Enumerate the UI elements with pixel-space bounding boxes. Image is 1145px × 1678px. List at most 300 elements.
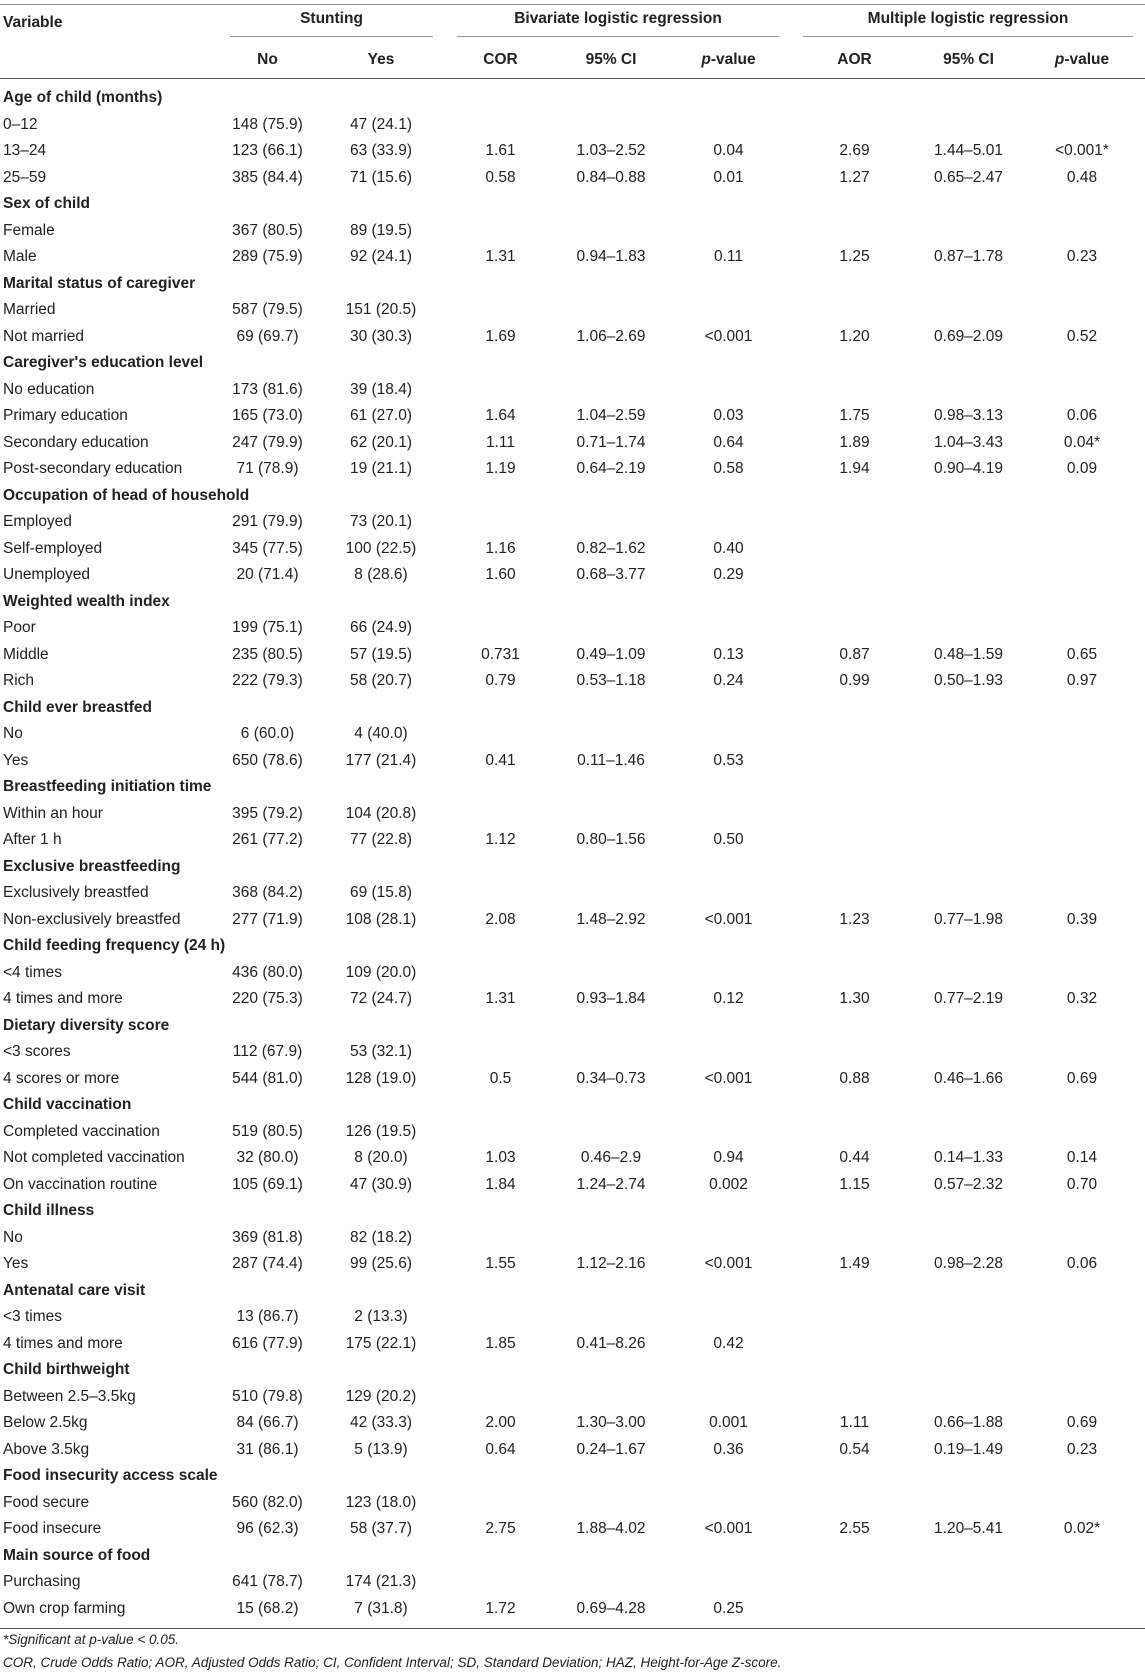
- cell-cor: 1.31: [485, 248, 516, 266]
- cell-ci1: 0.24–1.67: [576, 1440, 646, 1458]
- cell-no: 277 (71.9): [232, 910, 303, 928]
- cell-ci1: 1.06–2.69: [576, 327, 646, 345]
- cell-p2: 0.23: [1066, 248, 1098, 266]
- cell-ci1: [556, 615, 666, 642]
- cell-cor: 0.731: [481, 645, 520, 663]
- category-row: [0, 483, 1145, 510]
- cell-yes: 66 (24.9): [349, 619, 413, 637]
- table-row: [0, 615, 1145, 642]
- cell-ci2: 0.77–1.98: [934, 910, 1003, 928]
- cell-ci1: 0.69–4.28: [576, 1599, 646, 1617]
- cell-ci2: [918, 297, 1019, 324]
- cell-p2: 0.14: [1066, 1149, 1098, 1167]
- cell-p1: <0.001: [704, 327, 753, 345]
- cell-yes: 73 (20.1): [349, 513, 413, 531]
- table-row: [0, 1066, 1145, 1093]
- cell-ci2: [918, 827, 1019, 854]
- cell-ci2: 0.46–1.66: [934, 1069, 1003, 1087]
- cell-cor: [445, 509, 556, 536]
- cell-ci2: [918, 1304, 1019, 1331]
- table-row: [0, 562, 1145, 589]
- cell-p2: 0.65: [1066, 645, 1098, 663]
- cell-ci1: 1.12–2.16: [576, 1255, 646, 1273]
- cell-p1: [666, 509, 791, 536]
- cell-cor: 1.12: [485, 831, 516, 849]
- cell-p2: [1019, 1225, 1145, 1252]
- cell-aor: 1.23: [839, 910, 870, 928]
- category-row: [0, 1543, 1145, 1570]
- cell-p1: [666, 615, 791, 642]
- row-label: 4 times and more: [3, 1334, 123, 1352]
- results-table: [0, 4, 1145, 1629]
- cell-p1: 0.94: [713, 1149, 744, 1167]
- cell-p1: 0.64: [713, 433, 744, 451]
- cell-yes: 151 (20.5): [345, 301, 417, 319]
- cell-no: 395 (79.2): [232, 804, 303, 822]
- cell-cor: [445, 218, 556, 245]
- row-label: Own crop farming: [3, 1599, 126, 1617]
- header-bivariate: [445, 5, 791, 42]
- row-label: Middle: [3, 645, 49, 663]
- cell-no: 650 (78.6): [232, 751, 303, 769]
- table-row: [0, 297, 1145, 324]
- header-stunting-label: Stunting: [230, 10, 433, 37]
- category-label: Dietary diversity score: [3, 1016, 170, 1034]
- cell-ci1: 0.82–1.62: [576, 539, 646, 557]
- cell-p1: [666, 1384, 791, 1411]
- row-label: Food insecure: [3, 1520, 102, 1538]
- cell-no: 20 (71.4): [236, 566, 299, 584]
- cell-ci1: [556, 112, 666, 139]
- row-label: Rich: [3, 672, 35, 690]
- cell-ci1: [556, 1119, 666, 1146]
- cell-no: 105 (69.1): [232, 1175, 303, 1193]
- row-label: 25–59: [3, 168, 47, 186]
- cell-p1: 0.58: [713, 460, 744, 478]
- row-label: Self-employed: [3, 539, 103, 557]
- cell-ci2: 0.90–4.19: [934, 460, 1003, 478]
- cell-no: 69 (69.7): [236, 327, 299, 345]
- category-label: Child ever breastfed: [3, 698, 153, 716]
- table-row: [0, 430, 1145, 457]
- row-label: No education: [3, 380, 95, 398]
- cell-yes: 69 (15.8): [349, 884, 413, 902]
- row-label: Not completed vaccination: [3, 1149, 185, 1167]
- table-row: [0, 1437, 1145, 1464]
- cell-p1: 0.29: [713, 566, 744, 584]
- cell-p1: 0.04: [713, 142, 744, 160]
- table-row: [0, 1410, 1145, 1437]
- cell-p2: [1019, 297, 1145, 324]
- category-label: Food insecurity access scale: [3, 1467, 218, 1485]
- cell-aor: [791, 112, 918, 139]
- category-row: [0, 589, 1145, 616]
- cell-cor: 0.79: [485, 672, 516, 690]
- cell-p2: 0.48: [1066, 168, 1098, 186]
- cell-p2: [1019, 1490, 1145, 1517]
- cell-ci2: 1.44–5.01: [934, 142, 1003, 160]
- row-label: 13–24: [3, 142, 47, 160]
- cell-cor: 1.16: [485, 539, 516, 557]
- cell-cor: 1.64: [485, 407, 516, 425]
- row-label: No: [3, 725, 23, 743]
- cell-yes: 99 (25.6): [349, 1255, 413, 1273]
- table-row: [0, 377, 1145, 404]
- category-label: Caregiver's education level: [3, 354, 204, 372]
- category-label: Occupation of head of household: [3, 486, 250, 504]
- cell-no: 436 (80.0): [232, 963, 303, 981]
- cell-ci2: 0.77–2.19: [934, 990, 1003, 1008]
- cell-p2: [1019, 1331, 1145, 1358]
- cell-no: 367 (80.5): [232, 221, 303, 239]
- cell-aor: 0.99: [839, 672, 870, 690]
- cell-no: 289 (75.9): [232, 248, 303, 266]
- row-label: Not married: [3, 327, 84, 345]
- cell-p2: 0.06: [1066, 1255, 1098, 1273]
- cell-ci2: [918, 1225, 1019, 1252]
- cell-p2: 0.09: [1066, 460, 1098, 478]
- table-row: [0, 1596, 1145, 1629]
- cell-p2: [1019, 509, 1145, 536]
- category-label: Exclusive breastfeeding: [3, 857, 181, 875]
- category-row: [0, 933, 1145, 960]
- cell-p1: [666, 1304, 791, 1331]
- cell-yes: 58 (37.7): [349, 1520, 413, 1538]
- cell-ci1: 1.04–2.59: [576, 407, 646, 425]
- cell-cor: [445, 1039, 556, 1066]
- row-label: Married: [3, 301, 56, 319]
- category-label: Weighted wealth index: [3, 592, 170, 610]
- cell-cor: [445, 1384, 556, 1411]
- cell-no: 235 (80.5): [232, 645, 303, 663]
- category-row: [0, 350, 1145, 377]
- cell-ci1: [556, 377, 666, 404]
- cell-ci2: 1.20–5.41: [934, 1520, 1003, 1538]
- row-label: <3 scores: [3, 1043, 71, 1061]
- cell-no: 165 (73.0): [232, 407, 303, 425]
- table-row: [0, 138, 1145, 165]
- cell-ci2: [918, 536, 1019, 563]
- cell-ci2: 1.04–3.43: [934, 433, 1003, 451]
- cell-no: 510 (79.8): [232, 1387, 303, 1405]
- cell-yes: 129 (20.2): [345, 1387, 417, 1405]
- cell-ci2: [918, 1119, 1019, 1146]
- cell-cor: [445, 112, 556, 139]
- cell-ci1: [556, 880, 666, 907]
- cell-yes: 123 (18.0): [345, 1493, 417, 1511]
- cell-yes: 92 (24.1): [349, 248, 413, 266]
- cell-ci1: [556, 1490, 666, 1517]
- row-label: 4 scores or more: [3, 1069, 120, 1087]
- cell-p2: [1019, 1119, 1145, 1146]
- cell-yes: 8 (28.6): [354, 566, 408, 584]
- row-label: Female: [3, 221, 55, 239]
- cell-p2: [1019, 880, 1145, 907]
- cell-ci1: [556, 1039, 666, 1066]
- row-label: Post-secondary education: [3, 460, 183, 478]
- header-p-bivariate-italic: p: [701, 50, 711, 68]
- row-label: Purchasing: [3, 1573, 81, 1591]
- cell-p1: 0.12: [713, 990, 744, 1008]
- cell-no: 368 (84.2): [232, 884, 303, 902]
- row-label: Unemployed: [3, 566, 91, 584]
- header-p-multiple-italic: p: [1054, 50, 1065, 68]
- cell-aor: 0.44: [839, 1149, 870, 1167]
- header-multiple: [791, 5, 1145, 42]
- cell-ci1: 1.48–2.92: [576, 910, 646, 928]
- table-row: [0, 986, 1145, 1013]
- cell-cor: 1.60: [485, 566, 516, 584]
- cell-ci1: 1.24–2.74: [576, 1175, 646, 1193]
- cell-yes: 77 (22.8): [349, 831, 413, 849]
- row-label: Poor: [3, 619, 36, 637]
- category-row: [0, 271, 1145, 298]
- category-row: [0, 1092, 1145, 1119]
- cell-p2: 0.32: [1066, 990, 1098, 1008]
- table-row: [0, 324, 1145, 351]
- cell-ci2: 0.69–2.09: [934, 327, 1003, 345]
- cell-p2: [1019, 748, 1145, 775]
- cell-cor: 1.11: [485, 433, 516, 451]
- cell-ci1: [556, 509, 666, 536]
- cell-p1: <0.001: [704, 1255, 753, 1273]
- cell-p2: [1019, 801, 1145, 828]
- header-yes: Yes: [367, 50, 395, 68]
- cell-no: 287 (74.4): [232, 1255, 303, 1273]
- cell-no: 13 (86.7): [236, 1308, 299, 1326]
- cell-p1: 0.53: [713, 751, 744, 769]
- category-row: [0, 191, 1145, 218]
- table-row: [0, 721, 1145, 748]
- row-label: On vaccination routine: [3, 1175, 158, 1193]
- row-label: No: [3, 1228, 23, 1246]
- cell-yes: 47 (24.1): [349, 115, 413, 133]
- cell-aor: 1.49: [839, 1255, 870, 1273]
- cell-yes: 89 (19.5): [349, 221, 413, 239]
- row-label: Male: [3, 248, 37, 266]
- cell-p2: [1019, 1039, 1145, 1066]
- table-row: [0, 1119, 1145, 1146]
- cell-no: 641 (78.7): [232, 1573, 303, 1591]
- header-multiple-label: Multiple logistic regression: [803, 10, 1133, 37]
- cell-yes: 175 (22.1): [345, 1334, 417, 1352]
- cell-ci2: 0.19–1.49: [934, 1440, 1003, 1458]
- table-row: [0, 827, 1145, 854]
- cell-yes: 47 (30.9): [349, 1175, 413, 1193]
- header-no: No: [257, 50, 278, 68]
- header-p-bivariate: [666, 41, 791, 79]
- category-label: Breastfeeding initiation time: [3, 778, 212, 796]
- cell-p2: 0.06: [1066, 407, 1098, 425]
- cell-yes: 30 (30.3): [349, 327, 413, 345]
- cell-p1: 0.36: [713, 1440, 744, 1458]
- cell-p2: [1019, 827, 1145, 854]
- cell-aor: 1.11: [839, 1414, 870, 1432]
- table-row: [0, 668, 1145, 695]
- cell-yes: 58 (20.7): [349, 672, 413, 690]
- table-row: [0, 509, 1145, 536]
- cell-no: 587 (79.5): [232, 301, 303, 319]
- cell-p1: [666, 218, 791, 245]
- cell-p1: [666, 1119, 791, 1146]
- cell-yes: 19 (21.1): [349, 460, 413, 478]
- cell-p1: <0.001: [704, 910, 753, 928]
- cell-yes: 109 (20.0): [345, 963, 417, 981]
- cell-aor: [791, 1569, 918, 1596]
- cell-no: 199 (75.1): [232, 619, 303, 637]
- cell-cor: [445, 960, 556, 987]
- cell-aor: [791, 509, 918, 536]
- cell-aor: [791, 721, 918, 748]
- cell-aor: [791, 1596, 918, 1629]
- cell-ci1: 0.11–1.46: [577, 751, 645, 769]
- cell-ci2: [918, 112, 1019, 139]
- cell-aor: [791, 297, 918, 324]
- cell-ci1: [556, 1569, 666, 1596]
- cell-cor: [445, 297, 556, 324]
- cell-no: 96 (62.3): [236, 1520, 299, 1538]
- cell-no: 15 (68.2): [236, 1599, 299, 1617]
- cell-ci2: 0.50–1.93: [934, 672, 1003, 690]
- cell-no: 31 (86.1): [236, 1440, 299, 1458]
- cell-cor: [445, 377, 556, 404]
- cell-cor: 0.41: [485, 751, 516, 769]
- cell-ci2: [918, 1569, 1019, 1596]
- cell-p1: 0.01: [713, 168, 744, 186]
- category-label: Child feeding frequency (24 h): [3, 937, 226, 955]
- header-p-bivariate-rest: -value: [710, 50, 756, 68]
- cell-aor: [791, 1039, 918, 1066]
- cell-aor: [791, 562, 918, 589]
- cell-ci2: [918, 960, 1019, 987]
- cell-aor: 2.55: [839, 1520, 870, 1538]
- cell-p1: [666, 112, 791, 139]
- row-label: Yes: [3, 751, 29, 769]
- category-label: Main source of food: [3, 1546, 151, 1564]
- cell-yes: 5 (13.9): [354, 1440, 408, 1458]
- cell-cor: [445, 1490, 556, 1517]
- table-row: [0, 1384, 1145, 1411]
- cell-no: 544 (81.0): [232, 1069, 303, 1087]
- cell-yes: 42 (33.3): [349, 1414, 413, 1432]
- row-label: Above 3.5kg: [3, 1440, 90, 1458]
- cell-ci2: [918, 1039, 1019, 1066]
- cell-yes: 174 (21.3): [345, 1573, 417, 1591]
- cell-no: 369 (81.8): [232, 1228, 303, 1246]
- cell-yes: 72 (24.7): [349, 990, 413, 1008]
- cell-ci2: [918, 377, 1019, 404]
- cell-yes: 104 (20.8): [345, 804, 417, 822]
- row-label: Below 2.5kg: [3, 1414, 88, 1432]
- table-row: [0, 1569, 1145, 1596]
- cell-ci2: 0.87–1.78: [934, 248, 1003, 266]
- table-row: [0, 1039, 1145, 1066]
- cell-aor: [791, 1304, 918, 1331]
- cell-aor: [791, 615, 918, 642]
- cell-aor: [791, 1490, 918, 1517]
- cell-p1: [666, 1569, 791, 1596]
- cell-cor: 1.72: [485, 1599, 516, 1617]
- table-row: [0, 165, 1145, 192]
- cell-ci1: 1.30–3.00: [576, 1414, 646, 1432]
- cell-aor: 1.75: [839, 407, 870, 425]
- row-label: <4 times: [3, 963, 63, 981]
- cell-yes: 7 (31.8): [354, 1599, 408, 1617]
- cell-yes: 2 (13.3): [354, 1308, 408, 1326]
- cell-ci1: 0.94–1.83: [576, 248, 646, 266]
- table-row: [0, 1251, 1145, 1278]
- cell-ci1: 0.93–1.84: [576, 990, 646, 1008]
- table-row: [0, 112, 1145, 139]
- cell-p1: [666, 801, 791, 828]
- cell-ci2: 0.98–2.28: [934, 1255, 1003, 1273]
- cell-cor: 0.5: [489, 1069, 512, 1087]
- table-row: [0, 403, 1145, 430]
- table-header: [0, 5, 1145, 79]
- cell-yes: 126 (19.5): [345, 1122, 417, 1140]
- cell-p1: 0.24: [713, 672, 744, 690]
- cell-no: 247 (79.9): [232, 433, 303, 451]
- cell-p2: 0.23: [1066, 1440, 1098, 1458]
- cell-p1: 0.002: [709, 1175, 748, 1193]
- cell-ci1: 0.49–1.09: [576, 645, 646, 663]
- category-row: [0, 774, 1145, 801]
- cell-ci2: [918, 1490, 1019, 1517]
- cell-p2: [1019, 218, 1145, 245]
- category-row: [0, 854, 1145, 881]
- cell-ci2: [918, 880, 1019, 907]
- cell-p1: [666, 960, 791, 987]
- category-row: [0, 1198, 1145, 1225]
- cell-no: 173 (81.6): [232, 380, 303, 398]
- category-row: [0, 1463, 1145, 1490]
- table-row: [0, 1304, 1145, 1331]
- cell-ci2: [918, 1331, 1019, 1358]
- cell-aor: 1.89: [839, 433, 870, 451]
- row-label: Within an hour: [3, 804, 103, 822]
- cell-p1: 0.11: [713, 248, 744, 266]
- cell-no: 222 (79.3): [232, 672, 303, 690]
- table-row: [0, 1172, 1145, 1199]
- cell-aor: [791, 960, 918, 987]
- table-row: [0, 1490, 1145, 1517]
- cell-ci2: [918, 218, 1019, 245]
- cell-aor: [791, 377, 918, 404]
- table-row: [0, 1225, 1145, 1252]
- category-label: Antenatal care visit: [3, 1281, 146, 1299]
- cell-p1: <0.001: [704, 1520, 753, 1538]
- cell-ci1: 0.84–0.88: [576, 168, 646, 186]
- cell-ci1: 0.64–2.19: [576, 460, 646, 478]
- cell-p1: [666, 1225, 791, 1252]
- cell-p1: 0.42: [713, 1334, 744, 1352]
- cell-p1: [666, 1039, 791, 1066]
- cell-p1: 0.03: [713, 407, 744, 425]
- cell-p2: 0.52: [1066, 327, 1098, 345]
- cell-p2: [1019, 1304, 1145, 1331]
- table-row: [0, 880, 1145, 907]
- cell-ci1: 0.71–1.74: [576, 433, 646, 451]
- cell-cor: [445, 615, 556, 642]
- cell-cor: 0.58: [485, 168, 516, 186]
- cell-cor: [445, 801, 556, 828]
- header-stunting: [218, 5, 445, 42]
- cell-p2: 0.69: [1066, 1069, 1098, 1087]
- cell-cor: [445, 1304, 556, 1331]
- table-row: [0, 801, 1145, 828]
- cell-aor: [791, 827, 918, 854]
- row-label: Between 2.5–3.5kg: [3, 1387, 136, 1405]
